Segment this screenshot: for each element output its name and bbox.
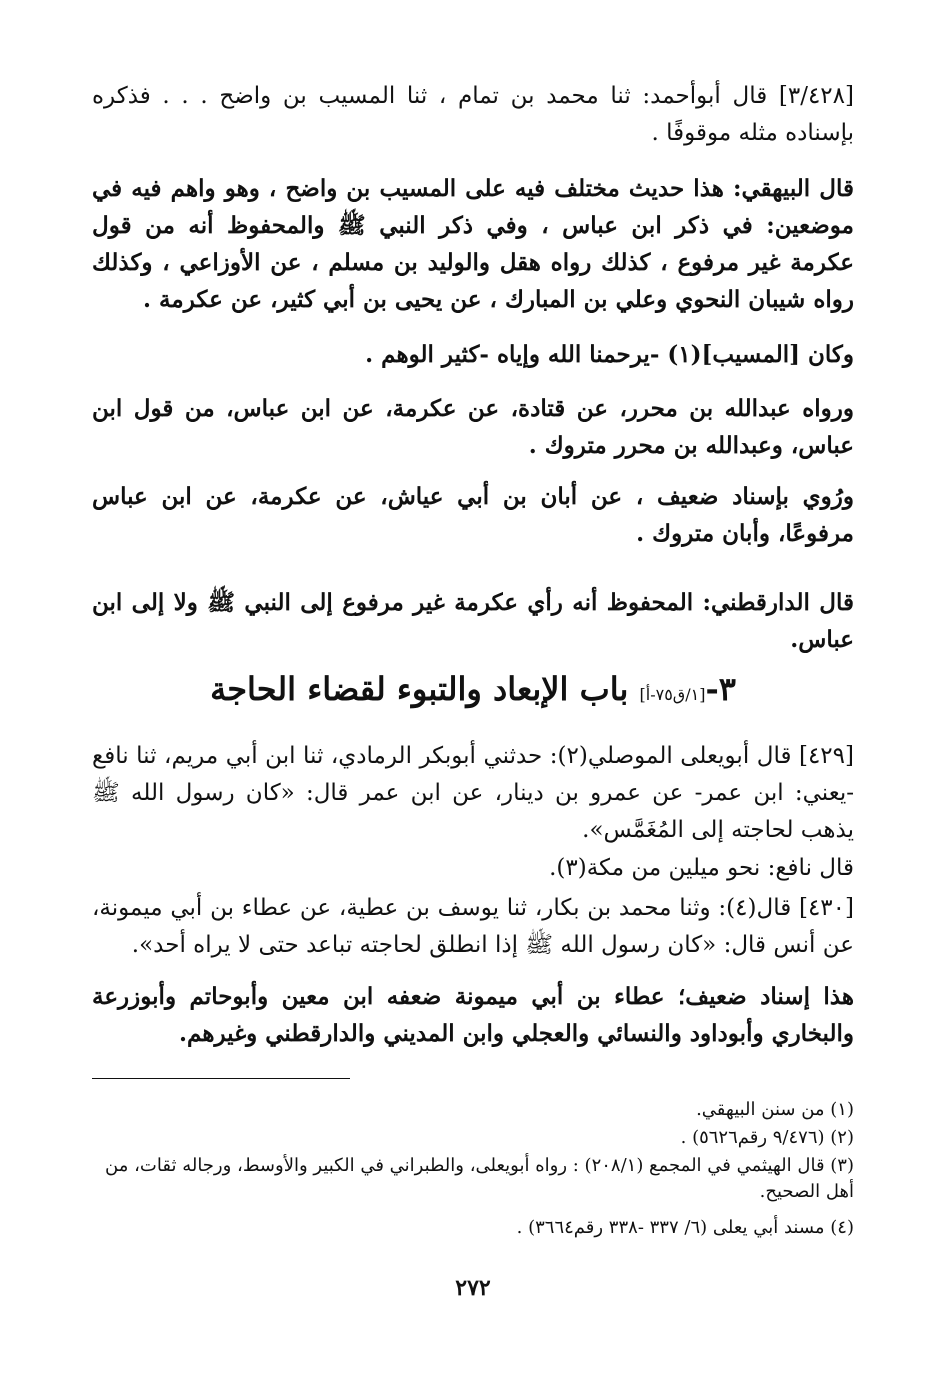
chapter-heading xyxy=(150,665,796,719)
chapter-number: ٣- xyxy=(705,670,736,708)
footnote-1: (١) من سنن البيهقي. xyxy=(696,1099,854,1120)
footnote-2: (٢) (٩/٤٧٦ رقم٥٦٢٦) . xyxy=(680,1127,854,1148)
nafi-note: قال نافع: نحو ميلين من مكة(٣). xyxy=(549,855,854,881)
bayhaqi-commentary: قال البيهقي: هذا حديث مختلف فيه على المسيب بن واضح ، وهو واهم فيه في موضعين: في ذكر ابن عباس ، وفي ذكر النبي ﷺ والمحفوظ أنه من قول عكرمة غير مرفوع ، كذلك رواه هقل والوليد بن مسلم ، عن الأوزاعي ، وكذلك رواه شيبان النحوي وعلي بن المبارك ، عن يحيى بن أبي كثير، عن عكرمة . xyxy=(92,175,854,313)
hadith-429: [٤٢٩] قال أبويعلى الموصلي(٢): حدثني أبوبكر الرمادي، ثنا ابن أبي مريم، ثنا نافع -يعني: ابن عمر- عن عمرو بن دينار، عن ابن عمر قال: «كان رسول الله ﷺ يذهب لحاجته إلى المُغَمَّس». xyxy=(92,743,854,843)
footnote-divider xyxy=(92,1078,350,1079)
aban-narration: ورُوي بإسناد ضعيف ، عن أبان بن أبي عياش، عن عكرمة، عن ابن عباس مرفوعًا، وأبان متروك . xyxy=(92,483,854,547)
hadith-430: [٤٣٠] قال(٤): وثنا محمد بن بكار، ثنا يوسف بن عطية، عن عطاء بن أبي ميمونة، عن أنس قال: «كان رسول الله ﷺ إذا انطلق لحاجته تباعد حتى لا يراه أحد». xyxy=(92,895,854,958)
abdallah-narration: ورواه عبدالله بن محرر، عن قتادة، عن عكرمة، عن ابن عباس، من قول ابن عباس، وعبدالله بن محرر متروك . xyxy=(92,395,854,459)
footnote-3: (٣) قال الهيثمي في المجمع (٢٠٨/١) : رواه أبويعلى، والطبراني في الكبير والأوسط، ورجاله ثقات، من أهل الصحيح. xyxy=(105,1155,854,1202)
isnad-assessment: هذا إسناد ضعيف؛ عطاء بن أبي ميمونة ضعفه ابن معين وأبوحاتم وأبوزرعة والبخاري وأبوداود والنسائي والعجلي وابن المديني والدارقطني وغيرهم. xyxy=(92,983,854,1047)
hadith-428: [٣/٤٢٨] قال أبوأحمد: ثنا محمد بن تمام ، ثنا المسيب بن واضح . . . فذكره بإسناده مثله موقوفًا . xyxy=(92,83,854,146)
chapter-title: باب الإبعاد والتبوء لقضاء الحاجة xyxy=(210,670,629,708)
daraqutni-note: قال الدارقطني: المحفوظ أنه رأي عكرمة غير مرفوع إلى النبي ﷺ ولا إلى ابن عباس. xyxy=(92,589,854,653)
manuscript-ref: [١/ق٧٥-أ] xyxy=(639,685,706,704)
footnote-4: (٤) مسند أبي يعلى (٦/ ٣٣٧ -٣٣٨ رقم٣٦٦٤) . xyxy=(516,1217,854,1238)
musayyib-note: وكان [المسيب](١) -يرحمنا الله وإياه -كثير الوهم . xyxy=(365,341,854,368)
page-number: ٢٧٢ xyxy=(455,1275,491,1301)
